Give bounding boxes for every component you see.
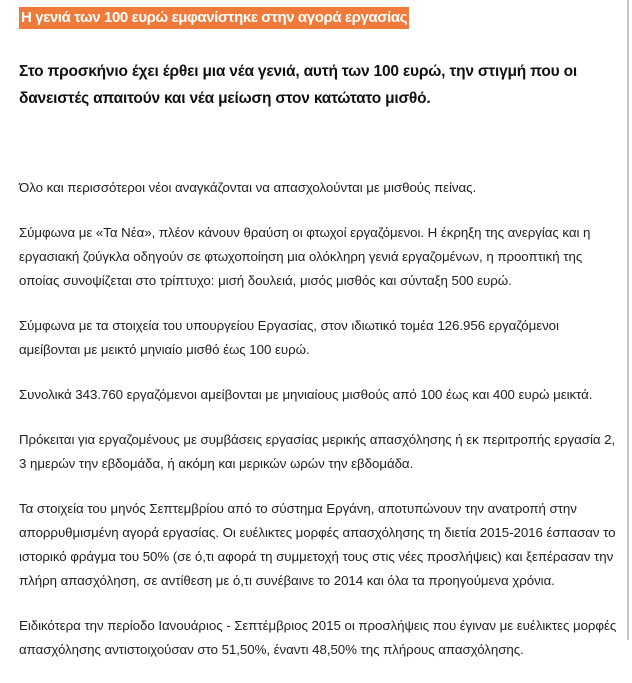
article-paragraph-7: Ειδικότερα την περίοδο Ιανουάριος - Σεπτέμβριος 2015 οι προσλήψεις που έγιναν με ευέλικτες μορφές απασχόλησης αντιστοιχούσαν στο 51,50%, έναντι 48,50% της πλήρους απασχόλησης. (19, 618, 617, 657)
article-title: Η γενιά των 100 ευρώ εμφανίστηκε στην αγορά εργασίας (19, 7, 409, 29)
page-edge-divider (627, 0, 629, 640)
article-body (19, 176, 617, 683)
article-paragraph-1: Όλο και περισσότεροι νέοι αναγκάζονται να απασχολούνται με μισθούς πείνας. (19, 180, 477, 195)
article-paragraph-6: Τα στοιχεία του μηνός Σεπτεμβρίου από το σύστημα Εργάνη, αποτυπώνουν την ανατροπή στην απορρυθμισμένη αγορά εργασίας. Οι ευέλικτες μορφές απασχόλησης τη διετία 2015-2016 έσπασαν το ιστορικό φράγμα του 50% (σε ό,τι αφορά τη συμμετοχή τους στις νέες προσλήψεις) και ξεπέρασαν την πλήρη απασχόληση, σε αντίθεση με ό,τι συνέβαινε το 2014 και όλα τα προηγούμενα χρόνια. (19, 501, 616, 588)
article-lead: Στο προσκήνιο έχει έρθει μια νέα γενιά, αυτή των 100 ευρώ, την στιγμή που οι δανειστές απαιτούν και νέα μείωση στον κατώτατο μισθό. (19, 63, 577, 107)
article-paragraph-5: Πρόκειται για εργαζομένους με συμβάσεις εργασίας μερικής απασχόλησης ή εκ περιτροπής εργασία 2, 3 ημερών την εβδομάδα, ή ακόμη και μερικών ωρών την εβδομάδα. (19, 432, 616, 471)
article-paragraph-3: Σύμφωνα με τα στοιχεία του υπουργείου Εργασίας, στον ιδιωτικό τομέα 126.956 εργαζόμενοι αμείβονται με μεικτό μηνιαίο μισθό έως 100 ευρώ. (19, 318, 559, 357)
article-paragraph-4: Συνολικά 343.760 εργαζόμενοι αμείβονται με μηνιαίους μισθούς από 100 έως και 400 ευρώ μεικτά. (19, 387, 593, 402)
article-paragraph-2: Σύμφωνα με «Τα Νέα», πλέον κάνουν θραύση οι φτωχοί εργαζόμενοι. Η έκρηξη της ανεργίας και η εργασιακή ζούγκλα οδηγούν σε φτωχοποίηση μια ολόκληρη γενιά εργαζομένων, η προοπτική της οποίας συνοψίζεται στο τρίπτυχο: μισή δουλειά, μισός μισθός και σύνταξη 500 ευρώ. (19, 225, 591, 288)
article-title-wrapper (19, 7, 409, 29)
